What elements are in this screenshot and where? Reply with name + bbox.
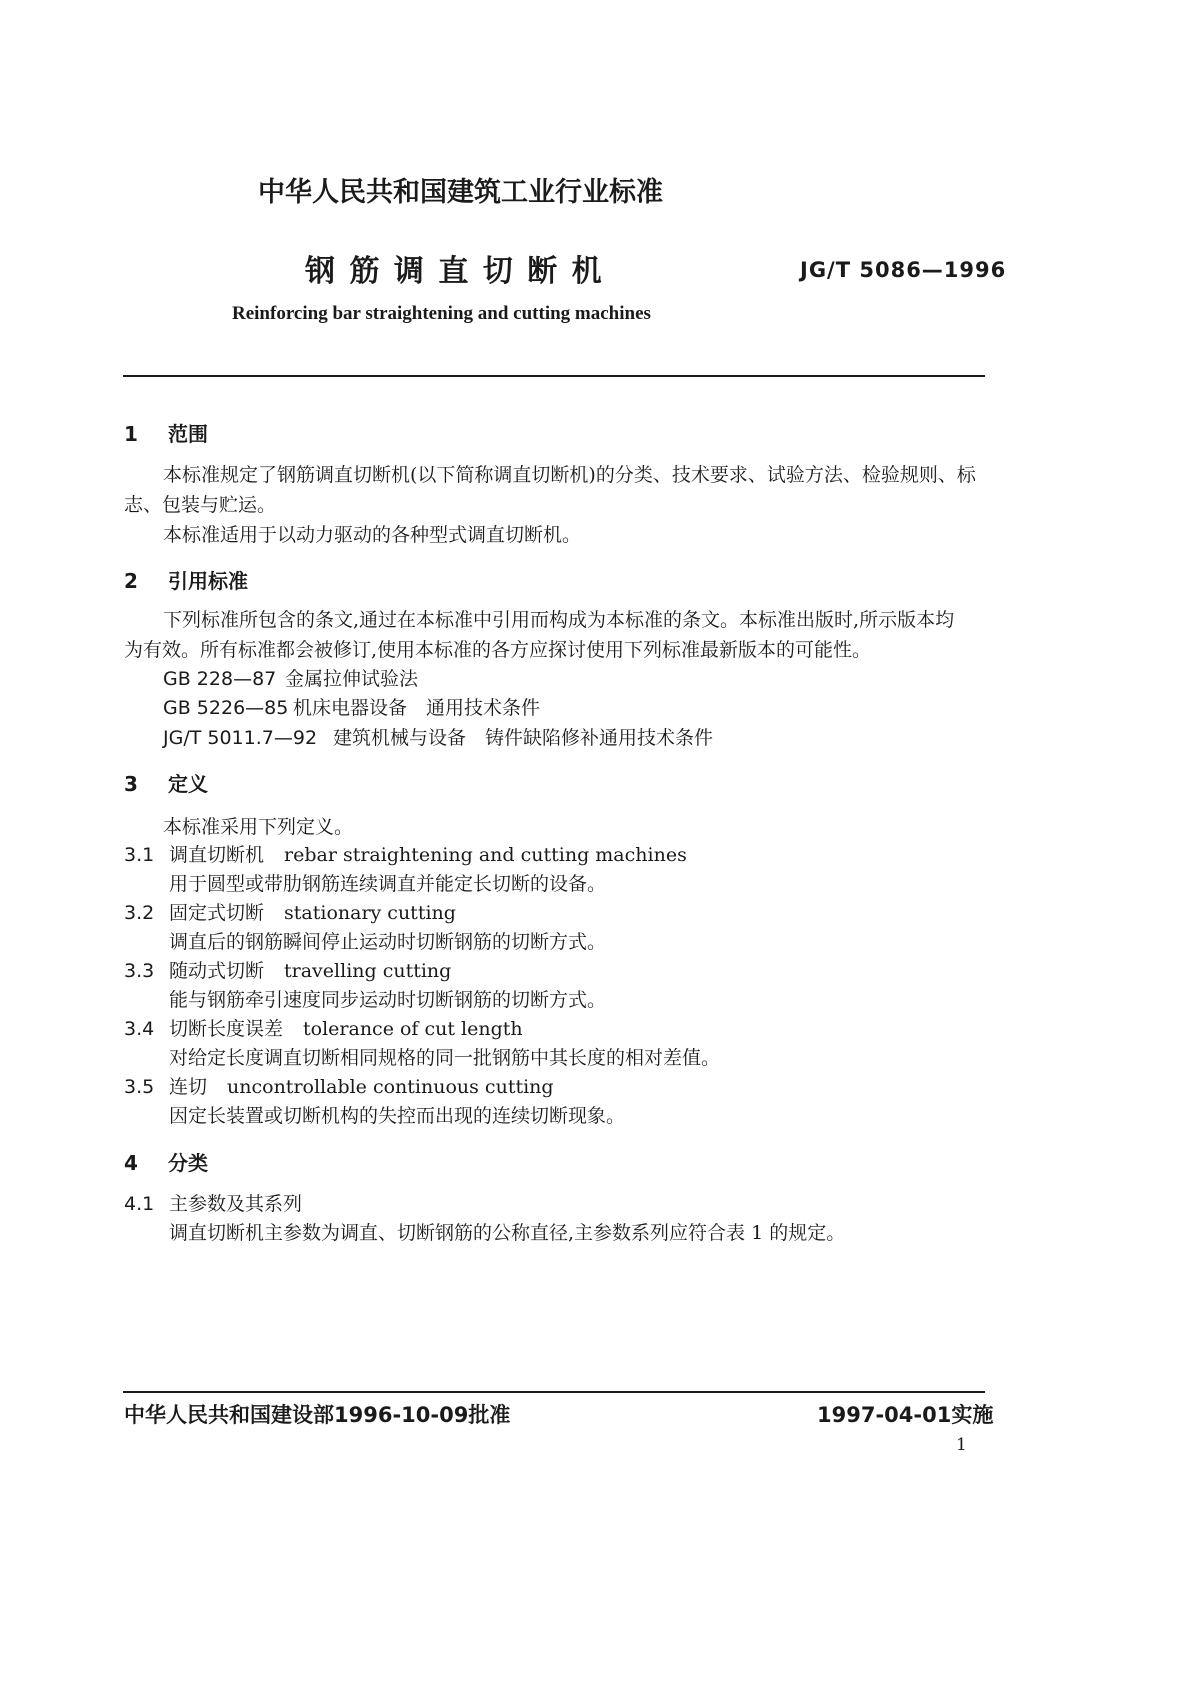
section-number: 3 xyxy=(124,772,138,796)
reference-code: JG/T 5011.7—92 xyxy=(163,727,318,749)
doc-title: 钢 筋 调 直 切 断 机 xyxy=(305,254,604,289)
term-en: uncontrollable continuous cutting xyxy=(227,1076,554,1098)
definition-number: 3.2 xyxy=(124,902,155,924)
definition-desc: 对给定长度调直切断相同规格的同一批钢筋中其长度的相对差值。 xyxy=(169,1047,721,1069)
definition-term xyxy=(124,1014,523,1044)
page-number: 1 xyxy=(956,1435,967,1455)
reference-code: GB 228—87 xyxy=(163,668,277,690)
definition-term xyxy=(124,840,687,870)
section-4-heading xyxy=(124,1147,208,1176)
paragraph-line: 志、包装与贮运。 xyxy=(124,494,277,516)
term-cn: 固定式切断 xyxy=(169,902,265,924)
reference-item xyxy=(163,664,418,694)
english-title: Reinforcing bar straightening and cutting machines xyxy=(232,303,651,324)
definition-desc: 能与钢筋牵引速度同步运动时切断钢筋的切断方式。 xyxy=(169,989,607,1011)
reference-name: 机床电器设备 通用技术条件 xyxy=(293,697,541,719)
term-cn: 调直切断机 xyxy=(169,844,265,866)
section-title: 范围 xyxy=(168,422,208,446)
term-en: stationary cutting xyxy=(284,902,456,924)
term-cn: 随动式切断 xyxy=(169,960,265,982)
paragraph: 调直切断机主参数为调直、切断钢筋的公称直径,主参数系列应符合表 1 的规定。 xyxy=(169,1222,846,1244)
definition-desc: 用于圆型或带肋钢筋连续调直并能定长切断的设备。 xyxy=(169,873,607,895)
footer-rule xyxy=(123,1391,985,1393)
definition-desc: 调直后的钢筋瞬间停止运动时切断钢筋的切断方式。 xyxy=(169,931,607,953)
subsection-heading xyxy=(124,1189,302,1219)
section-title: 分类 xyxy=(168,1151,208,1175)
subsection-number: 4.1 xyxy=(124,1193,155,1215)
definition-desc: 因定长装置或切断机构的失控而出现的连续切断现象。 xyxy=(169,1105,626,1127)
paragraph-line: 本标准规定了钢筋调直切断机(以下简称调直切断机)的分类、技术要求、试验方法、检验规则、标 xyxy=(163,464,976,486)
reference-item xyxy=(163,723,713,753)
definition-number: 3.4 xyxy=(124,1018,155,1040)
definition-term xyxy=(124,1072,554,1102)
org-title: 中华人民共和国建筑工业行业标准 xyxy=(258,177,663,208)
paragraph: 本标准采用下列定义。 xyxy=(163,816,354,838)
section-number: 4 xyxy=(124,1151,138,1175)
reference-name: 金属拉伸试验法 xyxy=(285,668,419,690)
term-en: tolerance of cut length xyxy=(303,1018,523,1040)
paragraph-line: 为有效。所有标准都会被修订,使用本标准的各方应探讨使用下列标准最新版本的可能性。 xyxy=(124,639,872,661)
section-number: 2 xyxy=(124,569,138,593)
reference-name: 建筑机械与设备 铸件缺陷修补通用技术条件 xyxy=(333,727,714,749)
term-cn: 切断长度误差 xyxy=(169,1018,284,1040)
definition-number: 3.1 xyxy=(124,844,155,866)
doc-code: JG/T 5086—1996 xyxy=(800,258,1007,282)
section-1-heading xyxy=(124,418,208,447)
definition-number: 3.3 xyxy=(124,960,155,982)
paragraph-line: 下列标准所包含的条文,通过在本标准中引用而构成为本标准的条文。本标准出版时,所示版本均 xyxy=(163,609,955,631)
section-title: 引用标准 xyxy=(168,569,248,593)
term-en: travelling cutting xyxy=(284,960,452,982)
subsection-title: 主参数及其系列 xyxy=(169,1193,303,1215)
definition-number: 3.5 xyxy=(124,1076,155,1098)
section-2-heading xyxy=(124,565,248,594)
approval-note: 中华人民共和国建设部1996-10-09批准 xyxy=(124,1403,511,1427)
effective-date: 1997-04-01实施 xyxy=(817,1403,994,1427)
definition-term xyxy=(124,956,451,986)
paragraph: 本标准适用于以动力驱动的各种型式调直切断机。 xyxy=(163,524,582,546)
term-en: rebar straightening and cutting machines xyxy=(284,844,687,866)
section-number: 1 xyxy=(124,422,138,446)
definition-term xyxy=(124,898,456,928)
header-rule xyxy=(123,375,985,377)
section-3-heading xyxy=(124,768,208,797)
reference-item xyxy=(163,693,540,723)
reference-code: GB 5226—85 xyxy=(163,697,289,719)
section-title: 定义 xyxy=(168,772,208,796)
term-cn: 连切 xyxy=(169,1076,208,1098)
